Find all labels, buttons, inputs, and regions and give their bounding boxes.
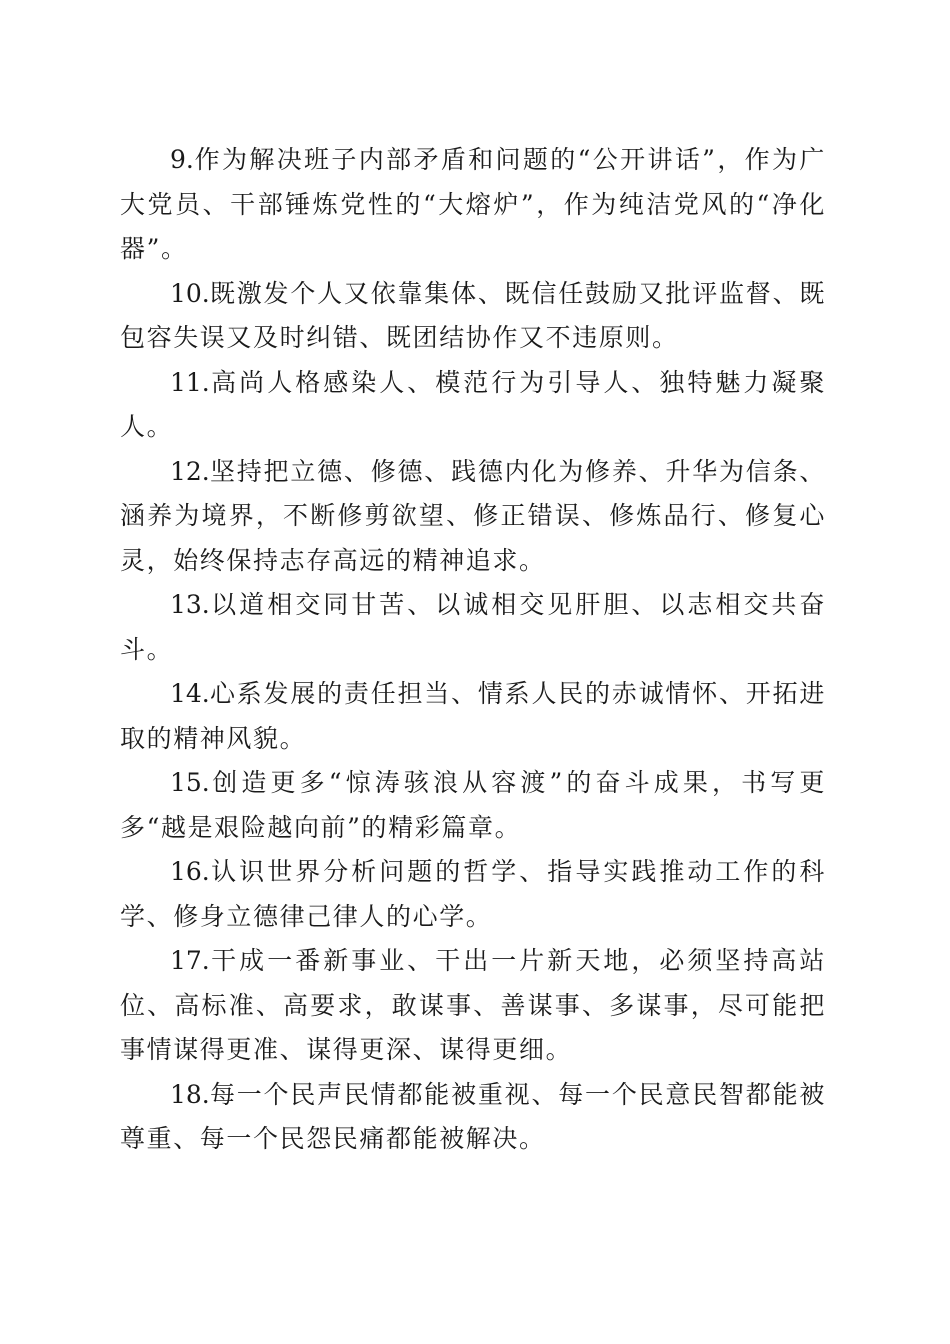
paragraph-text: 干成一番新事业、干出一片新天地，必须坚持高站位、高标准、高要求，敢谋事、善谋事、多谋事，尽可能把事情谋得更准、谋得更深、谋得更细。 [120, 946, 826, 1064]
paragraph-11 [120, 361, 826, 450]
paragraph-18 [120, 1073, 826, 1162]
paragraph-text: 创造更多“惊涛骇浪从容渡”的奋斗成果，书写更多“越是艰险越向前”的精彩篇章。 [120, 768, 826, 842]
paragraph-12 [120, 450, 826, 584]
paragraph-text: 心系发展的责任担当、情系人民的赤诚情怀、开拓进取的精神风貌。 [120, 679, 826, 753]
paragraph-number: 10. [170, 278, 210, 308]
paragraph-text: 高尚人格感染人、模范行为引导人、独特魅力凝聚人。 [120, 367, 826, 441]
paragraph-10 [120, 272, 826, 361]
paragraph-16 [120, 850, 826, 939]
paragraph-text: 以道相交同甘苦、以诚相交见肝胆、以志相交共奋斗。 [120, 590, 826, 664]
paragraph-number: 12. [170, 456, 210, 486]
paragraph-number: 13. [170, 590, 210, 619]
paragraph-text: 坚持把立德、修德、践德内化为修养、升华为信条、涵养为境界，不断修剪欲望、修正错误、修炼品行、修复心灵，始终保持志存高远的精神追求。 [120, 456, 826, 575]
paragraph-text: 既激发个人又依靠集体、既信任鼓励又批评监督、既包容失误又及时纠错、既团结协作又不违原则。 [120, 278, 826, 352]
paragraph-number: 18. [170, 1079, 210, 1109]
paragraph-17 [120, 939, 826, 1073]
paragraph-text: 作为解决班子内部矛盾和问题的“公开讲话”，作为广大党员、干部锤炼党性的“大熔炉”，作为纯洁党风的“净化器”。 [120, 145, 826, 263]
paragraph-13 [120, 583, 826, 672]
paragraph-number: 14. [170, 679, 210, 708]
paragraph-text: 每一个民声民情都能被重视、每一个民意民智都能被尊重、每一个民怨民痛都能被解决。 [120, 1079, 826, 1153]
paragraph-14 [120, 672, 826, 761]
paragraph-number: 11. [170, 367, 210, 397]
paragraph-9 [120, 138, 826, 272]
paragraph-15 [120, 761, 826, 850]
paragraph-number: 17. [170, 946, 210, 975]
document-body [120, 138, 826, 1162]
paragraph-number: 15. [170, 768, 210, 797]
paragraph-text: 认识世界分析问题的哲学、指导实践推动工作的科学、修身立德律己律人的心学。 [120, 857, 826, 931]
paragraph-number: 16. [170, 857, 210, 886]
paragraph-number: 9. [170, 145, 194, 174]
